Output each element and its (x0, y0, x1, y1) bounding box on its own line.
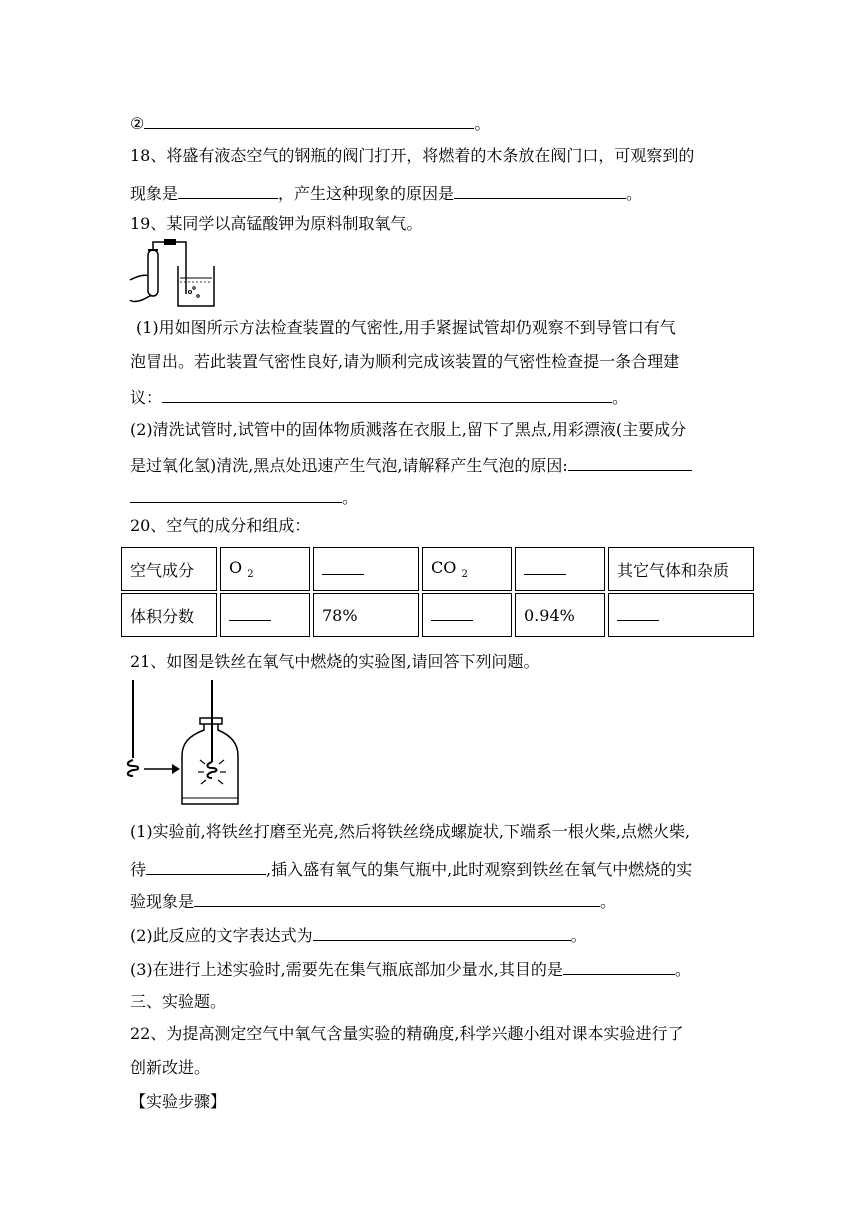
answer-blank[interactable] (144, 110, 474, 129)
q19-2-line-1: (2)清洗试管时,试管中的固体物质溅落在衣服上,留下了黑点,用彩漂液(主要成分 (130, 420, 687, 439)
q21-3-line: (3)在进行上述实验时,需要先在集气瓶底部加少量水,其目的是 。 (130, 956, 691, 980)
q19-1-line-1: (1)用如图所示方法检查装置的气密性,用手紧握试管却仍观察不到导管口有气 (136, 318, 676, 337)
answer-blank[interactable] (431, 606, 473, 621)
q18-line-1: 18、将盛有液态空气的钢瓶的阀门打开，将燃着的木条放在阀门口，可观察到的 (130, 146, 695, 165)
answer-blank[interactable] (229, 606, 271, 621)
q19-title: 19、某同学以高锰酸钾为原料制取氧气。 (130, 214, 423, 233)
table-cell: 0.94% (515, 593, 605, 637)
table-row (121, 593, 754, 637)
q21-1-line-3: 验现象是 。 (130, 888, 616, 912)
answer-blank[interactable] (322, 560, 364, 575)
q19-1-line-3: 议： 。 (130, 384, 628, 408)
table-cell: 体积分数 (121, 593, 217, 637)
q18-line-2: 现象是 ，产生这种现象的原因是 。 (130, 180, 642, 204)
iron-wire-combustion-figure (126, 678, 246, 812)
q21-1-line-2: 待 ,插入盛有氧气的集气瓶中,此时观察到铁丝在氧气中燃烧的实 (130, 856, 692, 880)
q22-line-1: 22、为提高测定空气中氧气含量实验的精确度,科学兴趣小组对课本实验进行了 (130, 1024, 684, 1043)
q19-1-line-2: 泡冒出。若此装置气密性良好,请为顺利完成该装置的气密性检查提一条合理建 (130, 352, 680, 371)
answer-blank[interactable] (313, 922, 571, 941)
answer-blank[interactable] (454, 180, 626, 199)
q19-2-line-3: 。 (130, 484, 358, 508)
q20-title: 20、空气的成分和组成： (130, 516, 311, 535)
answer-blank[interactable] (568, 452, 692, 471)
answer-blank[interactable] (178, 180, 278, 199)
table-cell (608, 593, 754, 637)
table-cell: 其它气体和杂质 (608, 547, 754, 591)
q22-step-heading: 【实验步骤】 (130, 1092, 227, 1111)
table-row (121, 547, 754, 591)
answer-blank[interactable] (162, 384, 612, 403)
q22-line-2: 创新改进。 (130, 1058, 211, 1077)
airtightness-check-figure (128, 236, 224, 308)
table-cell: 78% (313, 593, 419, 637)
table-cell: 空气成分 (121, 547, 217, 591)
answer-blank[interactable] (524, 560, 566, 575)
answer-blank[interactable] (146, 856, 266, 875)
q21-2-line: (2)此反应的文字表达式为 。 (130, 922, 587, 946)
answer-blank[interactable] (130, 484, 342, 503)
q17-line-2: ② 。 (130, 110, 490, 134)
section-title: 三、实验题。 (130, 992, 227, 1011)
answer-blank[interactable] (563, 956, 675, 975)
q21-1-line-1: (1)实验前,将铁丝打磨至光亮,然后将铁丝绕成螺旋状,下端系一根火柴,点燃火柴, (130, 822, 691, 841)
air-composition-table (118, 545, 757, 639)
answer-blank[interactable] (194, 888, 600, 907)
table-cell (515, 547, 605, 591)
table-cell (220, 593, 310, 637)
table-cell: CO $_2$ (422, 547, 512, 591)
q21-title: 21、如图是铁丝在氧气中燃烧的实验图,请回答下列问题。 (130, 652, 540, 671)
q19-2-line-2: 是过氧化氢)清洗,黑点处迅速产生气泡,请解释产生气泡的原因: (130, 452, 692, 476)
table-cell: O $_2$ (220, 547, 310, 591)
table-cell (422, 593, 512, 637)
answer-blank[interactable] (617, 606, 659, 621)
table-cell (313, 547, 419, 591)
